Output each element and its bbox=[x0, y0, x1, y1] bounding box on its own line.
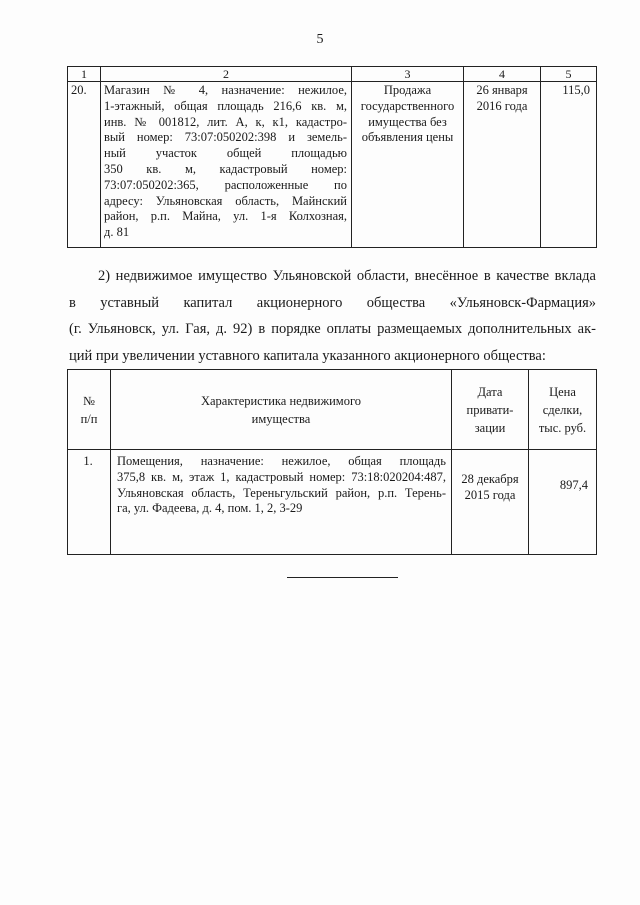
date-line: 28 декабря bbox=[461, 472, 519, 486]
method-line: объявления цены bbox=[361, 130, 454, 145]
description-line: Ульяновская область, Тереньгульский район, р.п. Терень- bbox=[117, 485, 446, 500]
date-line: 26 января bbox=[476, 83, 528, 97]
header-line: Цена bbox=[549, 384, 576, 399]
header-line: п/п bbox=[80, 411, 98, 426]
header-line: тыс. руб. bbox=[538, 420, 587, 435]
table-row bbox=[68, 450, 597, 555]
column-number-header: 4 bbox=[464, 67, 541, 82]
table-header-row bbox=[68, 370, 597, 450]
property-description-cell bbox=[101, 82, 352, 248]
table-row bbox=[68, 82, 597, 248]
description-line: 350 кв. м, кадастровый номер: bbox=[104, 161, 347, 176]
description-line: Помещения, назначение: нежилое, общая площадь bbox=[117, 454, 446, 468]
description-line: 73:07:050202:365, расположенные по bbox=[104, 177, 347, 192]
privatization-date-header bbox=[452, 370, 529, 450]
column-number-header: 3 bbox=[352, 67, 464, 82]
description-line: вый номер: 73:07:050202:398 и земель- bbox=[104, 130, 347, 145]
number-header bbox=[68, 370, 111, 450]
paragraph-line: (г. Ульяновск, ул. Гая, д. 92) в порядке оплаты размещаемых дополнительных ак- bbox=[69, 321, 596, 337]
row-number-cell bbox=[68, 450, 111, 555]
page-number: 5 bbox=[316, 32, 324, 47]
description-line: район, р.п. Майна, ул. 1-я Колхозная, bbox=[104, 209, 347, 224]
description-line: 375,8 кв. м, этаж 1, кадастровый номер: 73:18:020204:487, bbox=[117, 469, 446, 484]
description-line: га, ул. Фадеева, д. 4, пом. 1, 2, 3-29 bbox=[117, 501, 303, 516]
contribution-paragraph bbox=[69, 263, 596, 369]
description-line: ный участок общей площадью bbox=[104, 146, 347, 161]
price-value: 897,4 bbox=[559, 478, 588, 492]
row-number: 20. bbox=[71, 83, 87, 97]
price-header bbox=[529, 370, 597, 450]
description-line: Магазин № 4, назначение: нежилое, bbox=[104, 83, 347, 97]
property-table-1 bbox=[67, 66, 597, 248]
header-line: № bbox=[83, 393, 95, 408]
date-line: 2015 года bbox=[464, 487, 516, 502]
date-line: 2016 года bbox=[476, 98, 528, 113]
column-number-header: 2 bbox=[101, 67, 352, 82]
table-header-row bbox=[68, 67, 597, 82]
header-line: зации bbox=[474, 420, 506, 435]
price-cell bbox=[529, 450, 597, 555]
header-line: привати- bbox=[466, 402, 514, 417]
price-value: 115,0 bbox=[562, 83, 590, 97]
description-header bbox=[111, 370, 452, 450]
description-line: д. 81 bbox=[104, 225, 130, 240]
row-number-cell bbox=[68, 82, 101, 248]
column-number-header: 5 bbox=[541, 67, 597, 82]
paragraph-line: в уставный капитал акционерного общества «Ульяновск-Фармация» bbox=[69, 294, 596, 311]
method-line: имущества без bbox=[368, 114, 447, 129]
property-description-cell bbox=[111, 450, 452, 555]
header-line: Дата bbox=[477, 384, 503, 399]
header-line: имущества bbox=[251, 411, 311, 426]
description-line: 1-этажный, общая площадь 216,6 кв. м, bbox=[104, 98, 347, 113]
paragraph-line: ций при увеличении уставного капитала указанного акционерного общества: bbox=[69, 347, 546, 364]
header-line: сделки, bbox=[542, 402, 583, 417]
privatization-date-cell bbox=[464, 82, 541, 248]
closing-rule bbox=[287, 577, 398, 578]
price-cell bbox=[541, 82, 597, 248]
paragraph-line: 2) недвижимое имущество Ульяновской области, внесённое в качестве вклада bbox=[98, 268, 596, 284]
header-line: Характеристика недвижимого bbox=[200, 393, 362, 408]
method-line: Продажа bbox=[383, 83, 432, 97]
method-line: государственного bbox=[360, 98, 455, 113]
property-table-2 bbox=[67, 369, 597, 555]
privatization-method-cell bbox=[352, 82, 464, 248]
description-line: адресу: Ульяновская область, Майнский bbox=[104, 193, 347, 208]
description-line: инв. № 001812, лит. А, к, к1, кадастро- bbox=[104, 114, 347, 129]
privatization-date-cell bbox=[452, 450, 529, 555]
row-number: 1. bbox=[83, 454, 93, 468]
column-number-header: 1 bbox=[68, 67, 101, 82]
